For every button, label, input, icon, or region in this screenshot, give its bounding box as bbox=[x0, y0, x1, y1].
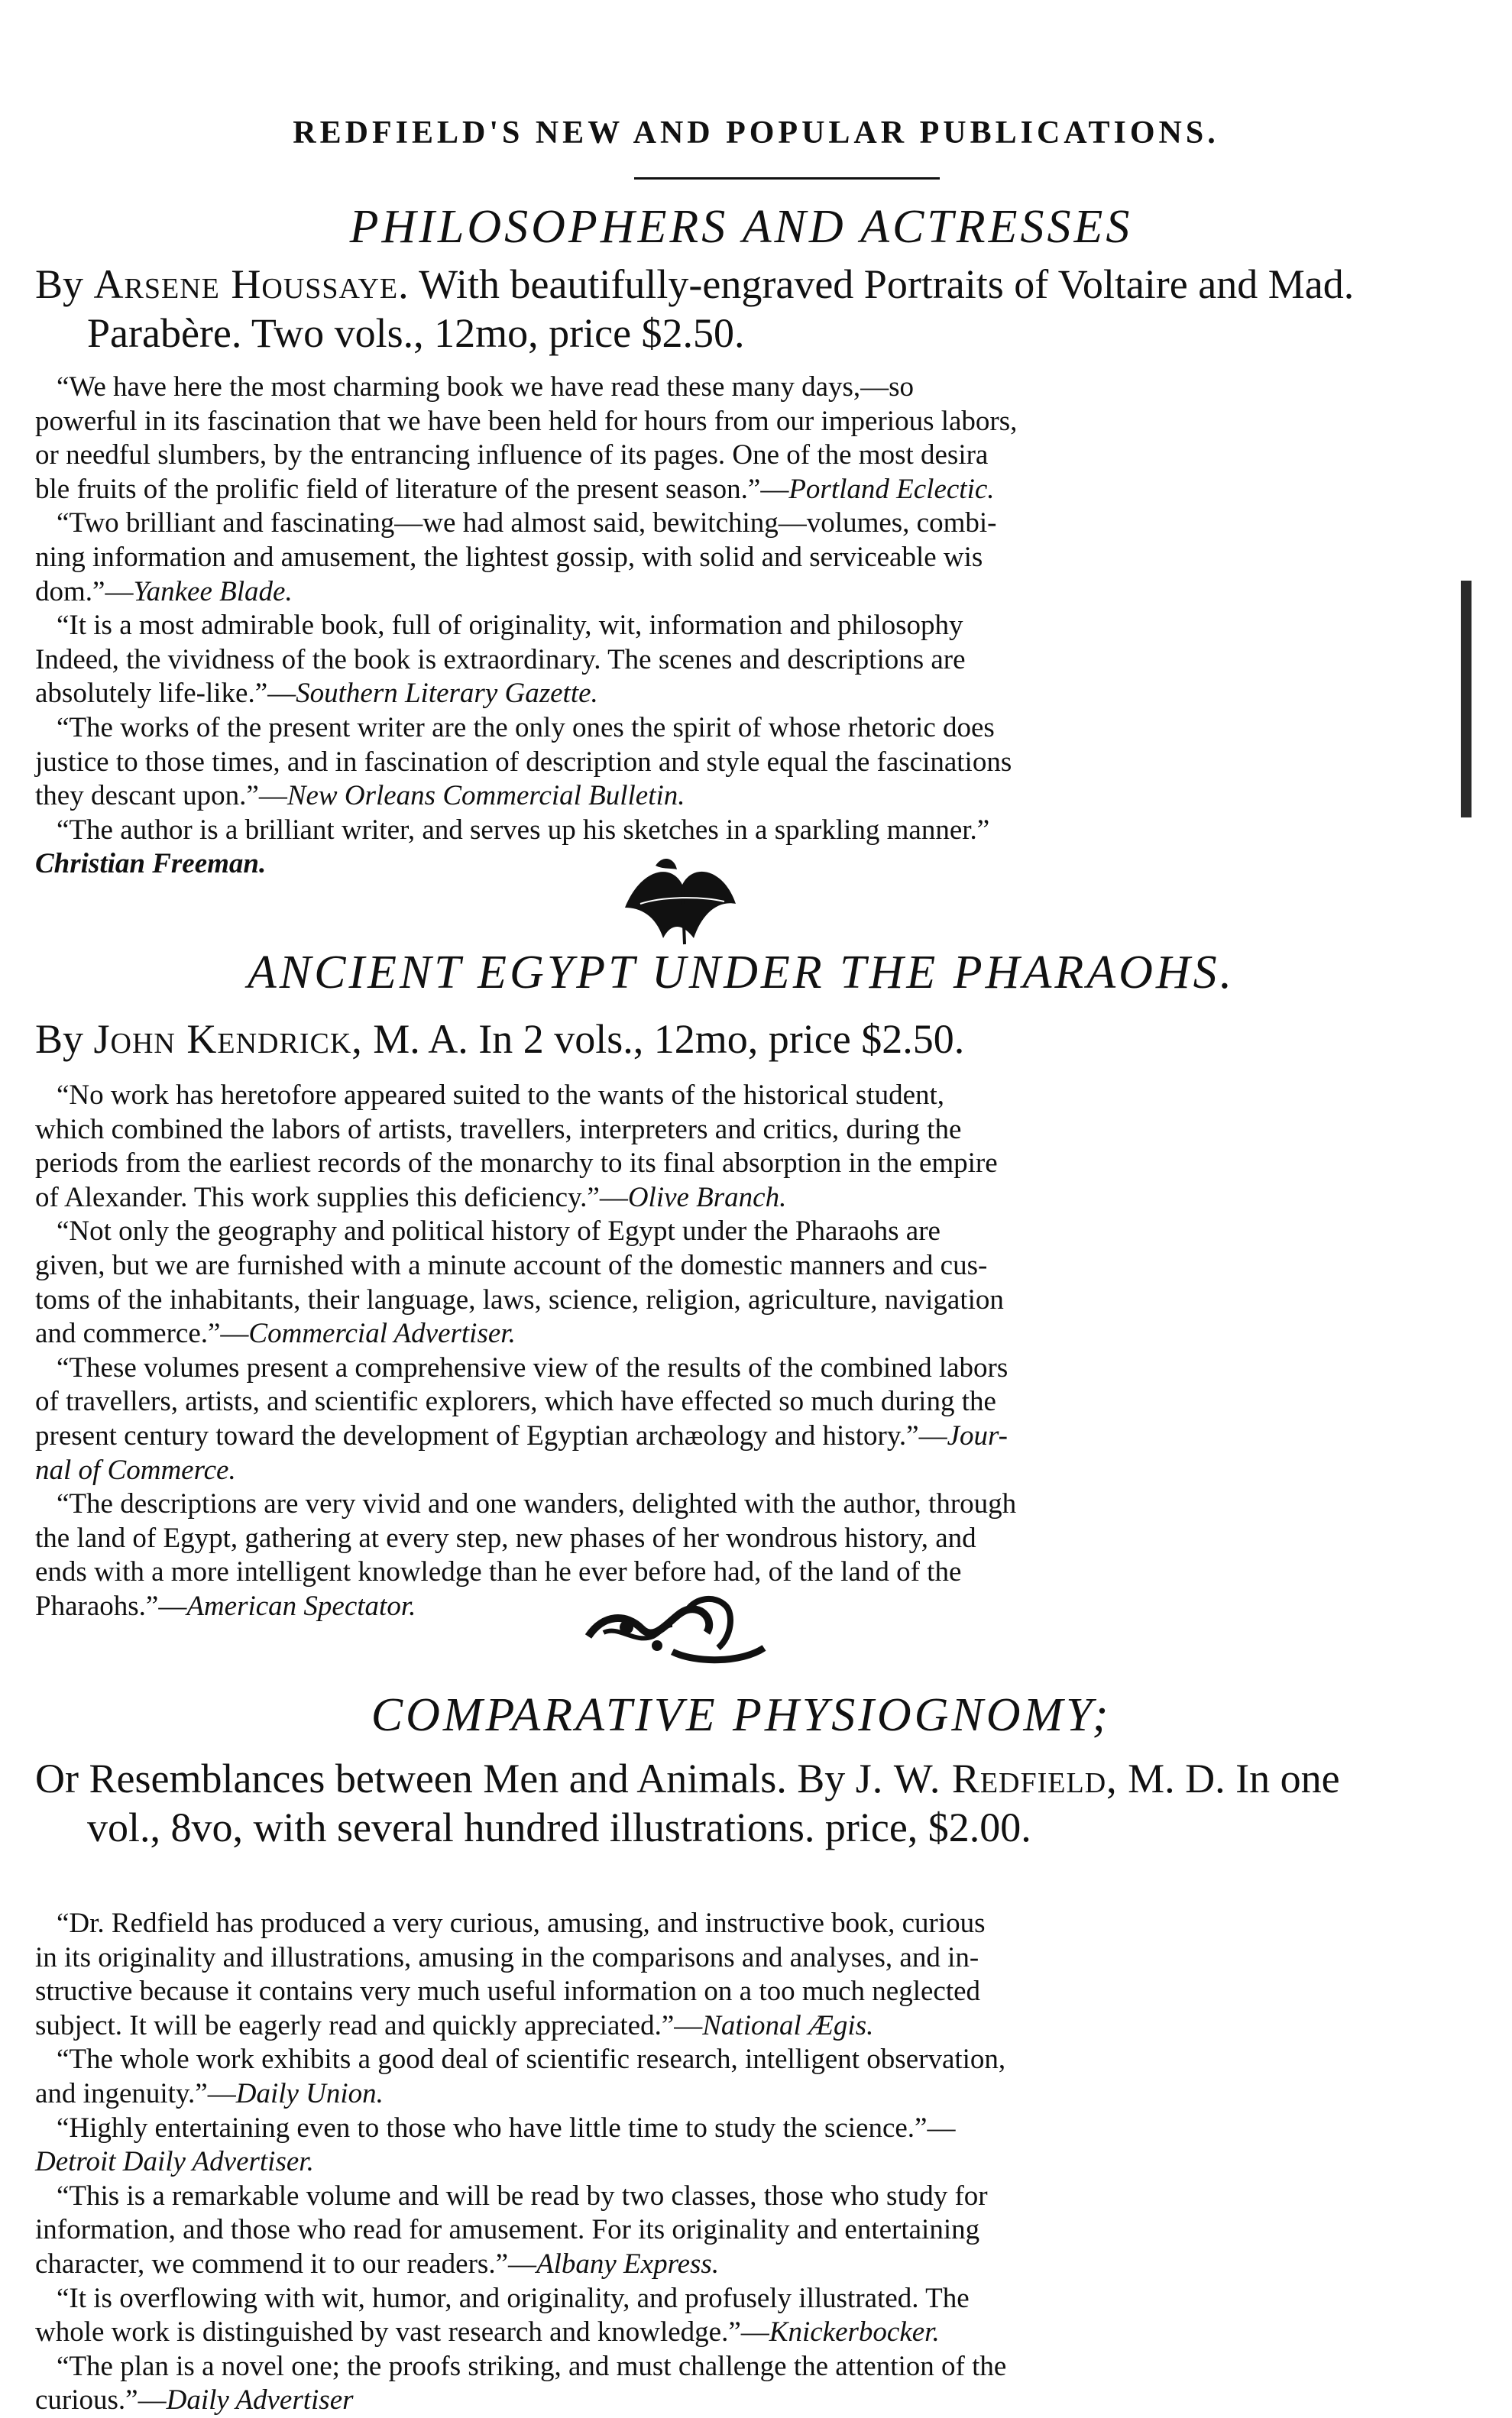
review-line: ble fruits of the prolific field of literature of the present season.”—Portland Eclectic. bbox=[35, 473, 995, 505]
scroll-ornament-icon bbox=[581, 1591, 772, 1667]
review-line: structive because it contains very much useful information on a too much neglected bbox=[35, 1976, 981, 2008]
review-line: information, and those who read for amusement. For its originality and entertaining bbox=[35, 2214, 980, 2246]
review-line: given, but we are furnished with a minute account of the domestic manners and cus- bbox=[35, 1249, 988, 1281]
review-line: and ingenuity.”—Daily Union. bbox=[35, 2077, 384, 2109]
leaf-ornament-icon bbox=[610, 854, 747, 950]
review-line: “Two brilliant and fascinating—we had almost said, bewitching—volumes, combi- bbox=[57, 507, 997, 539]
review-source: Portland Eclectic. bbox=[788, 473, 995, 505]
review-line: the land of Egypt, gathering at every step, new phases of her wondrous history, and bbox=[35, 1522, 976, 1554]
review-line: “The descriptions are very vivid and one wanders, delighted with the author, through bbox=[57, 1488, 1017, 1520]
review-line: which combined the labors of artists, travellers, interpreters and critics, during the bbox=[35, 1113, 962, 1145]
page-header: REDFIELD'S NEW AND POPULAR PUBLICATIONS. bbox=[293, 115, 1219, 151]
review-line: “These volumes present a comprehensive view of the results of the combined labors bbox=[57, 1351, 1009, 1384]
book-title-physiognomy: COMPARATIVE PHYSIOGNOMY; bbox=[371, 1689, 1112, 1741]
review-line: “The whole work exhibits a good deal of scientific research, intelligent observation, bbox=[57, 2044, 1006, 2076]
review-line: powerful in its fascination that we have been held for hours from our imperious labors, bbox=[35, 405, 1018, 437]
review-source: Southern Literary Gazette. bbox=[296, 678, 598, 710]
review-line: “We have here the most charming book we have read these many days,—so bbox=[57, 371, 915, 403]
review-line: “Dr. Redfield has produced a very curious, amusing, and instructive book, curious bbox=[57, 1908, 986, 1939]
book-title-philosophers: PHILOSOPHERS AND ACTRESSES bbox=[349, 201, 1133, 253]
review-source: Detroit Daily Advertiser. bbox=[35, 2146, 314, 2178]
review-source: Yankee Blade. bbox=[133, 575, 293, 607]
review-source: Christian Freeman. bbox=[35, 848, 267, 880]
review-line: character, we commend it to our readers.”—Albany Express. bbox=[35, 2248, 720, 2280]
review-source: Daily Union. bbox=[235, 2077, 384, 2109]
review-line: “No work has heretofore appeared suited to the wants of the historical student, bbox=[57, 1080, 945, 1111]
review-line: toms of the inhabitants, their language, laws, science, religion, agriculture, navigation bbox=[35, 1283, 1004, 1316]
review-line: “The works of the present writer are the only ones the spirit of whose rhetoric does bbox=[57, 711, 995, 743]
review-source: New Orleans Commercial Bulletin. bbox=[287, 780, 685, 812]
review-source: Jour- bbox=[947, 1419, 1008, 1452]
review-line: “It is a most admirable book, full of originality, wit, information and philosophy bbox=[57, 610, 963, 642]
header-rule bbox=[634, 177, 940, 180]
book-title-egypt: ANCIENT EGYPT UNDER THE PHARAOHS. bbox=[247, 947, 1235, 999]
review-source: Daily Advertiser bbox=[166, 2384, 354, 2416]
review-line: “It is overflowing with wit, humor, and originality, and profusely illustrated. The bbox=[57, 2282, 970, 2314]
review-line: or needful slumbers, by the entrancing influence of its pages. One of the most desira bbox=[35, 439, 989, 471]
review-line: periods from the earliest records of the monarchy to its final absorption in the empire bbox=[35, 1147, 998, 1180]
review-line: of Alexander. This work supplies this deficiency.”—Olive Branch. bbox=[35, 1181, 787, 1213]
review-line: Indeed, the vividness of the book is extraordinary. The scenes and descriptions are bbox=[35, 643, 966, 675]
review-source: National Ægis. bbox=[702, 2009, 874, 2041]
review-line: “The author is a brilliant writer, and serves up his sketches in a sparkling manner.” bbox=[57, 814, 990, 846]
review-source: Albany Express. bbox=[536, 2248, 720, 2280]
reviews-physiognomy bbox=[35, 1907, 1326, 2418]
review-line: “Not only the geography and political history of Egypt under the Pharaohs are bbox=[57, 1215, 941, 1248]
review-line: in its originality and illustrations, amusing in the comparisons and analyses, and in- bbox=[35, 1941, 979, 1973]
book-byline-egypt: By John Kendrick, M. A. In 2 vols., 12mo, price $2.50. bbox=[35, 1016, 965, 1062]
book-byline-physiognomy: Or Resemblances between Men and Animals. By J. W. Redfield, M. D. In one vol., 8vo, with several hundred illustrations. price, $2.00. bbox=[35, 1756, 1340, 1850]
review-line bbox=[35, 2145, 1326, 2180]
margin-mark bbox=[1461, 581, 1472, 817]
review-line: and commerce.”—Commercial Advertiser. bbox=[35, 1318, 516, 1350]
author-name: Arsene Houssaye. bbox=[93, 261, 410, 307]
review-source: Knickerbocker. bbox=[769, 2316, 940, 2348]
review-line: curious.”—Daily Advertiser bbox=[35, 2384, 354, 2416]
review-line: Pharaohs.”—American Spectator. bbox=[35, 1590, 416, 1622]
review-line: “The plan is a novel one; the proofs striking, and must challenge the attention of the bbox=[57, 2350, 1007, 2382]
review-line: whole work is distinguished by vast research and knowledge.”—Knickerbocker. bbox=[35, 2316, 940, 2348]
review-source: nal of Commerce. bbox=[35, 1454, 236, 1486]
reviews-egypt bbox=[35, 1079, 1326, 1624]
author-name: J. W. Redfield, bbox=[855, 1756, 1118, 1801]
review-source: American Spectator. bbox=[186, 1590, 416, 1622]
review-line: dom.”—Yankee Blade. bbox=[35, 575, 293, 607]
review-line: “This is a remarkable volume and will be read by two classes, those who study for bbox=[57, 2180, 988, 2212]
review-line: ends with a more intelligent knowledge than he ever before had, of the land of the bbox=[35, 1556, 962, 1588]
review-source: Olive Branch. bbox=[627, 1181, 787, 1213]
review-line: present century toward the development of Egyptian archæology and history.”—Jour- bbox=[35, 1419, 1008, 1452]
review-line: of travellers, artists, and scientific explorers, which have effected so much during the bbox=[35, 1386, 996, 1418]
review-source: Commercial Advertiser. bbox=[248, 1318, 516, 1350]
book-byline-philosophers: By Arsene Houssaye. With beautifully-engraved Portraits of Voltaire and Mad. Parabère. Two vols., 12mo, price $2.50. bbox=[35, 261, 1355, 356]
reviews-philosophers bbox=[35, 371, 1326, 882]
review-line: subject. It will be eagerly read and quickly appreciated.”—National Ægis. bbox=[35, 2009, 874, 2041]
review-line: justice to those times, and in fascination of description and style equal the fascinations bbox=[35, 746, 1012, 778]
review-line: absolutely life-like.”—Southern Literary Gazette. bbox=[35, 678, 598, 710]
review-line: they descant upon.”—New Orleans Commercial Bulletin. bbox=[35, 780, 685, 812]
review-line bbox=[35, 1454, 1326, 1488]
review-line: ning information and amusement, the lightest gossip, with solid and serviceable wis bbox=[35, 541, 983, 573]
author-name: John Kendrick, bbox=[93, 1016, 363, 1062]
review-line: “Highly entertaining even to those who have little time to study the science.”— bbox=[57, 2112, 956, 2144]
